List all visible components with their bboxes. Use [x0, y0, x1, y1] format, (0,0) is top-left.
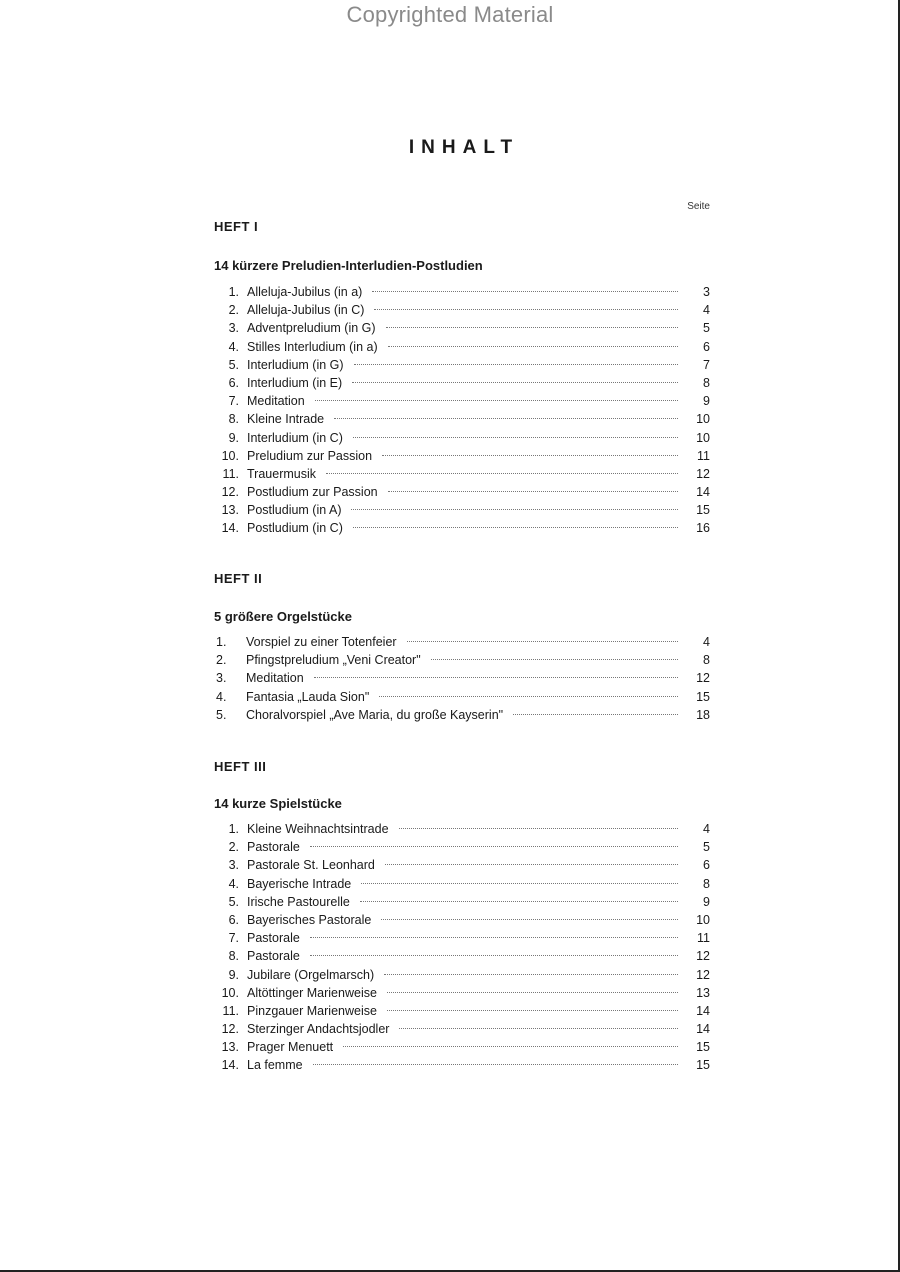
- entry-number: 12.: [221, 1022, 239, 1037]
- heft-2-subtitle: 5 größere Orgelstücke: [214, 609, 352, 624]
- entry-number: 9.: [228, 430, 239, 445]
- dot-leader: [360, 901, 678, 902]
- toc-entry: [214, 688, 710, 706]
- heft-3-subtitle: 14 kurze Spielstücke: [214, 796, 342, 811]
- toc-entry: [214, 856, 710, 874]
- entry-page-number: 9: [703, 394, 710, 409]
- toc-entry: [214, 820, 710, 838]
- toc-entry: [214, 1038, 710, 1056]
- toc-entry: [214, 633, 710, 651]
- entry-title: Alleluja-Jubilus (in C): [247, 303, 365, 318]
- toc-entry: [214, 984, 710, 1002]
- entry-number: 9.: [228, 967, 239, 982]
- entry-number: 3.: [216, 671, 227, 686]
- dot-leader: [387, 992, 678, 993]
- entry-page-number: 15: [696, 689, 710, 704]
- entry-page-number: 7: [703, 357, 710, 372]
- entry-page-number: 4: [703, 822, 710, 836]
- entry-title: Vorspiel zu einer Totenfeier: [246, 635, 397, 649]
- heft-2-heading: HEFT II: [214, 571, 263, 586]
- toc-entry: [214, 483, 710, 501]
- entry-page-number: 6: [703, 339, 710, 354]
- entry-page-number: 12: [696, 967, 710, 982]
- dot-leader: [310, 937, 678, 938]
- dot-leader: [351, 509, 678, 510]
- entry-number: 13.: [221, 1040, 239, 1055]
- entry-page-number: 9: [703, 894, 710, 909]
- dot-leader: [379, 696, 678, 697]
- dot-leader: [388, 346, 678, 347]
- entry-number: 1.: [228, 285, 239, 299]
- entry-number: 13.: [221, 503, 239, 518]
- entry-number: 14.: [221, 521, 239, 536]
- entry-title: Pinzgauer Marienweise: [247, 1003, 377, 1018]
- dot-leader: [399, 1028, 678, 1029]
- toc-entry: [214, 893, 710, 911]
- entry-title: Pastorale St. Leonhard: [247, 858, 375, 873]
- toc-entry: [214, 429, 710, 447]
- entry-page-number: 8: [703, 375, 710, 390]
- entry-number: 7.: [228, 931, 239, 946]
- dot-leader: [382, 455, 678, 456]
- entry-number: 8.: [228, 412, 239, 427]
- entry-page-number: 10: [696, 412, 710, 427]
- toc-entry: [214, 1020, 710, 1038]
- dot-leader: [326, 473, 678, 474]
- entry-number: 3.: [228, 858, 239, 873]
- dot-leader: [313, 1064, 678, 1065]
- entry-number: 11.: [222, 466, 239, 481]
- toc-entry: [214, 947, 710, 965]
- toc-entry: [214, 669, 710, 687]
- watermark-text: Copyrighted Material: [346, 2, 554, 27]
- entry-title: Interludium (in E): [247, 375, 343, 390]
- dot-leader: [385, 864, 678, 865]
- entry-number: 10.: [221, 448, 239, 463]
- dot-leader: [353, 437, 678, 438]
- entry-page-number: 11: [697, 448, 710, 463]
- entry-title: Preludium zur Passion: [247, 448, 373, 463]
- toc-entry: [214, 356, 710, 374]
- entry-page-number: 14: [696, 1022, 710, 1037]
- entry-page-number: 14: [696, 485, 710, 500]
- entry-page-number: 15: [696, 1040, 710, 1055]
- dot-leader: [353, 527, 678, 528]
- toc-entry: [214, 410, 710, 428]
- entry-number: 14.: [221, 1058, 239, 1073]
- toc-entry: [214, 392, 710, 410]
- entry-number: 4.: [216, 689, 227, 704]
- dot-leader: [315, 400, 678, 401]
- entry-title: Pastorale: [247, 840, 300, 855]
- toc-entry: [214, 501, 710, 519]
- toc-entry: [214, 1002, 710, 1020]
- entry-number: 8.: [228, 949, 239, 964]
- heft-1-subtitle: 14 kürzere Preludien-Interludien-Postludien: [214, 258, 483, 273]
- heft-3-heading: HEFT III: [214, 759, 267, 774]
- heft-1-heading: HEFT I: [214, 219, 259, 234]
- entry-page-number: 10: [696, 430, 710, 445]
- dot-leader: [513, 714, 678, 715]
- page-column-label: Seite: [687, 201, 710, 212]
- entry-title: Adventpreludium (in G): [247, 321, 376, 336]
- entry-title: Fantasia „Lauda Sion": [246, 689, 370, 704]
- entry-page-number: 12: [696, 466, 710, 481]
- entry-title: Altöttinger Marienweise: [247, 985, 377, 1000]
- toc-entry: [214, 966, 710, 984]
- toc-entry: [214, 338, 710, 356]
- entry-page-number: 16: [696, 521, 710, 536]
- entry-page-number: 15: [696, 1058, 710, 1073]
- entry-number: 1.: [228, 822, 239, 836]
- dot-leader: [361, 883, 678, 884]
- entry-number: 4.: [228, 339, 239, 354]
- entry-page-number: 8: [703, 653, 710, 668]
- toc-entry: [214, 447, 710, 465]
- entry-title: Stilles Interludium (in a): [247, 339, 378, 354]
- entry-title: Irische Pastourelle: [247, 894, 350, 909]
- entry-page-number: 5: [703, 321, 710, 336]
- entry-title: Trauermusik: [247, 466, 316, 481]
- dot-leader: [343, 1046, 678, 1047]
- toc-entry: [214, 651, 710, 669]
- dot-leader: [374, 309, 678, 310]
- heft-2-list: [214, 633, 710, 724]
- dot-leader: [431, 659, 678, 660]
- dot-leader: [407, 641, 678, 642]
- entry-title: Kleine Weihnachtsintrade: [247, 822, 389, 836]
- heft-1-list: [214, 283, 710, 538]
- entry-page-number: 8: [703, 876, 710, 891]
- page-title: INHALT: [408, 137, 520, 158]
- entry-number: 1.: [216, 635, 227, 649]
- entry-title: Kleine Intrade: [247, 412, 325, 427]
- dot-leader: [334, 418, 678, 419]
- entry-page-number: 4: [703, 303, 710, 318]
- entry-number: 5.: [228, 894, 239, 909]
- entry-number: 6.: [228, 375, 239, 390]
- heft-3-list: [214, 820, 710, 1075]
- entry-title: Postludium (in C): [247, 521, 343, 536]
- entry-title: Bayerisches Pastorale: [247, 912, 372, 927]
- dot-leader: [381, 919, 678, 920]
- entry-title: Prager Menuett: [247, 1040, 334, 1055]
- entry-page-number: 12: [696, 949, 710, 964]
- entry-title: Meditation: [247, 394, 305, 409]
- dot-leader: [354, 364, 678, 365]
- entry-page-number: 4: [703, 635, 710, 649]
- entry-title: Interludium (in G): [247, 357, 344, 372]
- entry-number: 5.: [216, 707, 227, 722]
- dot-leader: [388, 491, 678, 492]
- entry-title: Sterzinger Andachtsjodler: [247, 1022, 390, 1037]
- toc-entry: [214, 465, 710, 483]
- entry-title: Postludium zur Passion: [247, 485, 378, 500]
- entry-page-number: 5: [703, 840, 710, 855]
- entry-page-number: 11: [697, 931, 710, 946]
- toc-entry: [214, 283, 710, 301]
- entry-page-number: 10: [696, 912, 710, 927]
- dot-leader: [372, 291, 678, 292]
- entry-number: 2.: [216, 653, 227, 668]
- dot-leader: [399, 828, 678, 829]
- entry-page-number: 12: [696, 671, 710, 686]
- entry-title: Bayerische Intrade: [247, 876, 352, 891]
- entry-title: Pastorale: [247, 931, 300, 946]
- toc-entry: [214, 319, 710, 337]
- toc-entry: [214, 929, 710, 947]
- entry-title: La femme: [247, 1058, 303, 1073]
- toc-entry: [214, 519, 710, 537]
- entry-title: Pfingstpreludium „Veni Creator": [246, 653, 421, 668]
- dot-leader: [387, 1010, 678, 1011]
- entry-title: Meditation: [246, 671, 304, 686]
- entry-page-number: 3: [703, 285, 710, 299]
- entry-title: Postludium (in A): [247, 503, 342, 518]
- entry-title: Choralvorspiel „Ave Maria, du große Kayserin": [246, 707, 504, 722]
- entry-title: Alleluja-Jubilus (in a): [247, 285, 363, 299]
- entry-number: 3.: [228, 321, 239, 336]
- entry-page-number: 13: [696, 985, 710, 1000]
- dot-leader: [310, 846, 678, 847]
- toc-entry: [214, 875, 710, 893]
- entry-page-number: 14: [696, 1003, 710, 1018]
- entry-number: 4.: [228, 876, 239, 891]
- entry-number: 7.: [228, 394, 239, 409]
- entry-number: 11.: [222, 1003, 239, 1018]
- entry-page-number: 6: [703, 858, 710, 873]
- entry-title: Jubilare (Orgelmarsch): [247, 967, 375, 982]
- entry-number: 12.: [221, 485, 239, 500]
- dot-leader: [314, 677, 678, 678]
- toc-entry: [214, 1056, 710, 1074]
- entry-number: 5.: [228, 357, 239, 372]
- entry-page-number: 18: [696, 707, 710, 722]
- toc-entry: [214, 374, 710, 392]
- toc-entry: [214, 911, 710, 929]
- entry-title: Pastorale: [247, 949, 300, 964]
- entry-title: Interludium (in C): [247, 430, 343, 445]
- dot-leader: [310, 955, 678, 956]
- entry-page-number: 15: [696, 503, 710, 518]
- entry-number: 6.: [228, 912, 239, 927]
- entry-number: 2.: [228, 840, 239, 855]
- dot-leader: [386, 327, 678, 328]
- dot-leader: [384, 974, 678, 975]
- dot-leader: [352, 382, 678, 383]
- entry-number: 10.: [221, 985, 239, 1000]
- toc-entry: [214, 301, 710, 319]
- entry-number: 2.: [228, 303, 239, 318]
- toc-entry: [214, 838, 710, 856]
- toc-entry: [214, 706, 710, 724]
